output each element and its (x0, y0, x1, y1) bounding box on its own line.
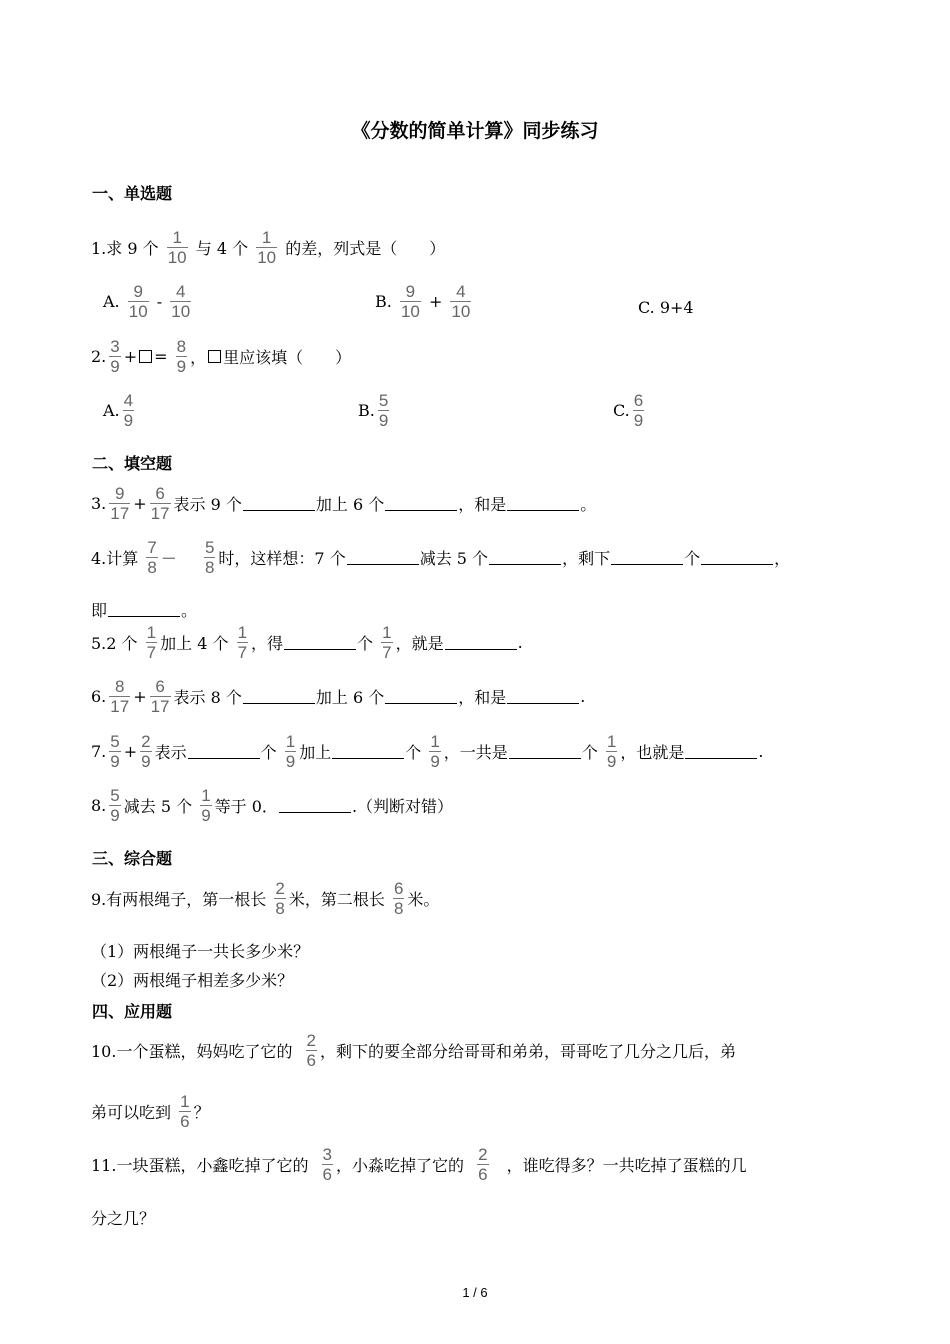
fraction (285, 732, 296, 771)
text-segment: 表示 9 个 (173, 495, 242, 514)
fraction-denominator: 10 (400, 302, 420, 321)
option-2b (358, 391, 392, 430)
fraction-denominator: 9 (430, 752, 440, 771)
fraction-denominator: 9 (110, 357, 120, 376)
text-segment: 10.一个蛋糕，妈妈吃了它的 (91, 1042, 293, 1061)
fraction-denominator: 8 (275, 899, 285, 918)
answer-blank (611, 550, 683, 565)
fraction (176, 337, 187, 376)
text-segment: 弟可以吃到 (91, 1103, 172, 1122)
text-segment: ， (774, 549, 791, 568)
text-segment: 与 4 个 (195, 239, 249, 258)
section-heading-fill-blank: 二、填空题 (92, 454, 173, 473)
text-segment: 表示 (154, 743, 187, 762)
text-segment: 。 (580, 495, 597, 514)
text-segment: 11.一块蛋糕，小鑫吃掉了它的 (91, 1156, 309, 1175)
fraction (378, 391, 389, 430)
fraction (237, 623, 248, 662)
page-title: 《分数的简单计算》同步练习 (351, 120, 599, 142)
fraction (606, 732, 617, 771)
fraction-denominator: 9 (141, 752, 151, 771)
text-segment: 米。 (407, 890, 440, 909)
fraction-denominator: 10 (451, 302, 471, 321)
fraction-denominator: 17 (110, 697, 130, 716)
fraction (274, 879, 285, 918)
fraction (150, 677, 171, 716)
fraction-numerator: 1 (201, 786, 211, 805)
text-segment: C. (613, 401, 630, 420)
fraction-numerator: 5 (110, 786, 120, 805)
fraction-numerator: 1 (285, 732, 296, 751)
fraction (140, 732, 151, 771)
fraction (146, 538, 157, 577)
text-segment: + (123, 347, 138, 366)
fraction-numerator: 4 (175, 282, 186, 301)
text-segment: ，也就是 (620, 743, 685, 762)
fraction-numerator: 1 (430, 732, 440, 751)
answer-blank (284, 635, 356, 650)
fraction-denominator: 9 (285, 752, 296, 771)
fraction (393, 879, 404, 918)
section-heading-comprehensive: 三、综合题 (92, 849, 173, 868)
fraction (150, 484, 171, 523)
answer-blank (509, 744, 581, 759)
fraction-numerator: 9 (114, 484, 125, 503)
fraction (450, 282, 471, 321)
text-segment: 等于 0． (214, 797, 278, 816)
fraction-numerator: 1 (172, 228, 182, 247)
option-2c (613, 391, 647, 430)
text-segment: 9.有两根绳子，第一根长 (91, 890, 267, 909)
text-segment: 5.2 个 (91, 634, 138, 653)
fraction-numerator: 6 (155, 484, 165, 503)
fraction-numerator: 3 (110, 337, 120, 356)
text-segment: B. (375, 292, 392, 311)
fraction-numerator: 5 (378, 391, 389, 410)
text-segment: 2. (91, 347, 107, 366)
text-segment: 个 (684, 549, 701, 568)
text-segment: 3. (91, 494, 107, 513)
question-1 (91, 228, 445, 267)
fraction (477, 1145, 488, 1184)
fraction-numerator: 5 (110, 732, 120, 751)
question-4 (91, 538, 790, 577)
text-segment: 的差，列式是（ ） (285, 239, 446, 258)
text-segment: . (517, 633, 523, 652)
text-segment: 1.求 9 个 (91, 239, 159, 258)
text-segment: 。 (181, 601, 198, 620)
fraction-numerator: 6 (155, 677, 165, 696)
fraction-numerator: 1 (146, 623, 157, 642)
text-segment: + (428, 292, 443, 311)
blank-square-icon (208, 350, 221, 363)
question-10 (91, 1031, 736, 1070)
fraction-numerator: 5 (204, 538, 215, 557)
fraction (109, 337, 120, 376)
question-6 (91, 677, 585, 716)
answer-blank (445, 635, 517, 650)
text-segment: 减去 5 个 (123, 797, 193, 816)
text-segment: 加上 (299, 743, 332, 762)
question-8 (91, 786, 453, 825)
section-heading-application: 四、应用题 (92, 1002, 173, 1021)
option-2a (103, 391, 137, 430)
question-9 (91, 879, 439, 918)
fraction-denominator: 8 (204, 558, 215, 577)
text-segment: ， (190, 348, 207, 367)
question-10-continued (91, 1092, 210, 1131)
question-11 (91, 1145, 747, 1184)
answer-blank (701, 550, 773, 565)
fraction (306, 1031, 317, 1070)
text-segment: = (154, 347, 168, 366)
fraction (400, 282, 421, 321)
answer-blank (243, 689, 315, 704)
fraction-denominator: 9 (606, 752, 617, 771)
answer-blank (385, 689, 457, 704)
option-1b (375, 282, 474, 321)
fraction-denominator: 17 (150, 504, 170, 523)
fraction-denominator: 7 (382, 643, 392, 662)
fraction-denominator: 8 (393, 899, 404, 918)
fraction (170, 282, 191, 321)
fraction-denominator: 10 (171, 302, 191, 321)
fraction-numerator: 1 (237, 623, 248, 642)
text-segment: 时，这样想：7 个 (218, 549, 346, 568)
answer-blank (332, 744, 404, 759)
fraction (109, 484, 130, 523)
text-segment: － (160, 549, 177, 568)
text-segment: 米，第二根长 (288, 890, 385, 909)
text-segment: 表示 8 个 (173, 688, 242, 707)
text-segment: 加上 4 个 (160, 634, 229, 653)
fraction-numerator: 1 (606, 732, 617, 751)
text-segment: 即 (91, 601, 108, 620)
fraction-numerator: 6 (633, 391, 644, 410)
fraction (109, 786, 120, 825)
fraction-denominator: 6 (478, 1165, 488, 1184)
fraction-denominator: 7 (237, 643, 248, 662)
fraction (256, 228, 277, 267)
question-7 (91, 732, 764, 771)
question-3 (91, 484, 596, 523)
fraction-numerator: 9 (405, 282, 416, 301)
text-segment: ，就是 (395, 634, 444, 653)
text-segment: .（判断对错） (351, 797, 454, 816)
fraction-numerator: 1 (180, 1092, 190, 1111)
text-segment: ，谁吃得多？一共吃掉了蛋糕的几 (506, 1156, 747, 1175)
text-segment: 7. (91, 742, 107, 761)
answer-blank (188, 744, 260, 759)
text-segment: 里应该填（ ） (223, 348, 352, 367)
fraction-denominator: 9 (110, 752, 120, 771)
answer-blank (279, 798, 351, 813)
question-5 (91, 623, 523, 662)
text-segment: . (758, 742, 764, 761)
answer-blank (108, 602, 180, 617)
answer-blank (489, 550, 561, 565)
fraction-numerator: 1 (261, 228, 272, 247)
fraction (179, 1092, 190, 1131)
answer-blank (243, 496, 315, 511)
text-segment: - (156, 292, 163, 311)
fraction (200, 786, 211, 825)
question-9-part-2: （2）两根绳子相差多少米？ (91, 971, 294, 990)
fraction-numerator: 2 (478, 1145, 488, 1164)
fraction-denominator: 10 (167, 248, 187, 267)
fraction-numerator: 8 (176, 337, 187, 356)
fraction-numerator: 7 (147, 538, 157, 557)
fraction (322, 1145, 333, 1184)
text-segment: . (580, 687, 586, 706)
option-1c: C. 9+4 (638, 298, 694, 317)
text-segment: 加上 6 个 (315, 495, 385, 514)
fraction-numerator: 4 (123, 391, 134, 410)
text-segment: ，和是 (458, 495, 507, 514)
page-number: 1 / 6 (462, 1285, 488, 1300)
fraction-numerator: 2 (275, 879, 285, 898)
text-segment: ？ (193, 1103, 210, 1122)
question-4-continued (91, 598, 197, 621)
text-segment: ，和是 (458, 688, 507, 707)
fraction-denominator: 6 (180, 1112, 190, 1131)
text-segment: 个 (260, 743, 277, 762)
fraction-denominator: 17 (110, 504, 130, 523)
fraction-denominator: 9 (378, 411, 389, 430)
fraction (429, 732, 440, 771)
fraction-numerator: 1 (382, 623, 392, 642)
text-segment: 个 (405, 743, 422, 762)
text-segment: ，一共是 (443, 743, 508, 762)
text-segment: + (133, 494, 147, 513)
fraction-denominator: 7 (146, 643, 157, 662)
fraction-denominator: 9 (633, 411, 644, 430)
option-1a (103, 282, 194, 321)
fraction-numerator: 2 (141, 732, 151, 751)
fraction (128, 282, 149, 321)
fraction-denominator: 6 (306, 1051, 317, 1070)
fraction (204, 538, 215, 577)
text-segment: + (123, 742, 138, 761)
answer-blank (385, 496, 457, 511)
text-segment: 8. (91, 796, 107, 815)
fraction-denominator: 10 (128, 302, 148, 321)
text-segment: 个 (357, 634, 374, 653)
answer-blank (507, 496, 579, 511)
text-segment: ，剩下 (562, 549, 611, 568)
answer-blank (507, 689, 579, 704)
fraction (633, 391, 644, 430)
section-heading-single-choice: 一、单选题 (92, 184, 173, 203)
text-segment: 减去 5 个 (419, 549, 489, 568)
fraction-denominator: 9 (176, 357, 187, 376)
fraction (123, 391, 134, 430)
text-segment: A. (103, 401, 120, 420)
text-segment: ，剩下的要全部分给哥哥和弟弟，哥哥吃了几分之几后，弟 (320, 1042, 737, 1061)
fraction-numerator: 2 (306, 1031, 317, 1050)
fraction-denominator: 10 (257, 248, 277, 267)
text-segment: 加上 6 个 (315, 688, 385, 707)
fraction-numerator: 4 (456, 282, 466, 301)
fraction (146, 623, 157, 662)
question-2 (91, 337, 351, 376)
text-segment: ，得 (251, 634, 284, 653)
fraction (167, 228, 188, 267)
blank-square-icon (139, 350, 152, 363)
fraction-numerator: 6 (393, 879, 404, 898)
text-segment: + (133, 687, 147, 706)
fraction-denominator: 8 (147, 558, 157, 577)
fraction (109, 732, 120, 771)
fraction-denominator: 6 (322, 1165, 333, 1184)
text-segment: 6. (91, 687, 107, 706)
fraction-denominator: 9 (123, 411, 134, 430)
answer-blank (347, 550, 419, 565)
fraction-numerator: 9 (133, 282, 143, 301)
fraction-denominator: 17 (150, 697, 170, 716)
fraction-numerator: 8 (114, 677, 125, 696)
text-segment: B. (358, 401, 375, 420)
fraction-numerator: 3 (322, 1145, 333, 1164)
fraction (109, 677, 130, 716)
fraction-denominator: 9 (201, 806, 211, 825)
text-segment: ，小淼吃掉了它的 (336, 1156, 465, 1175)
text-segment: 个 (581, 743, 598, 762)
question-9-part-1: （1）两根绳子一共长多少米？ (91, 942, 310, 961)
question-11-continued: 分之几？ (91, 1209, 156, 1228)
text-segment: 4.计算 (91, 549, 139, 568)
fraction (381, 623, 392, 662)
answer-blank (685, 744, 757, 759)
text-segment: A. (103, 292, 120, 311)
fraction-denominator: 9 (110, 806, 120, 825)
